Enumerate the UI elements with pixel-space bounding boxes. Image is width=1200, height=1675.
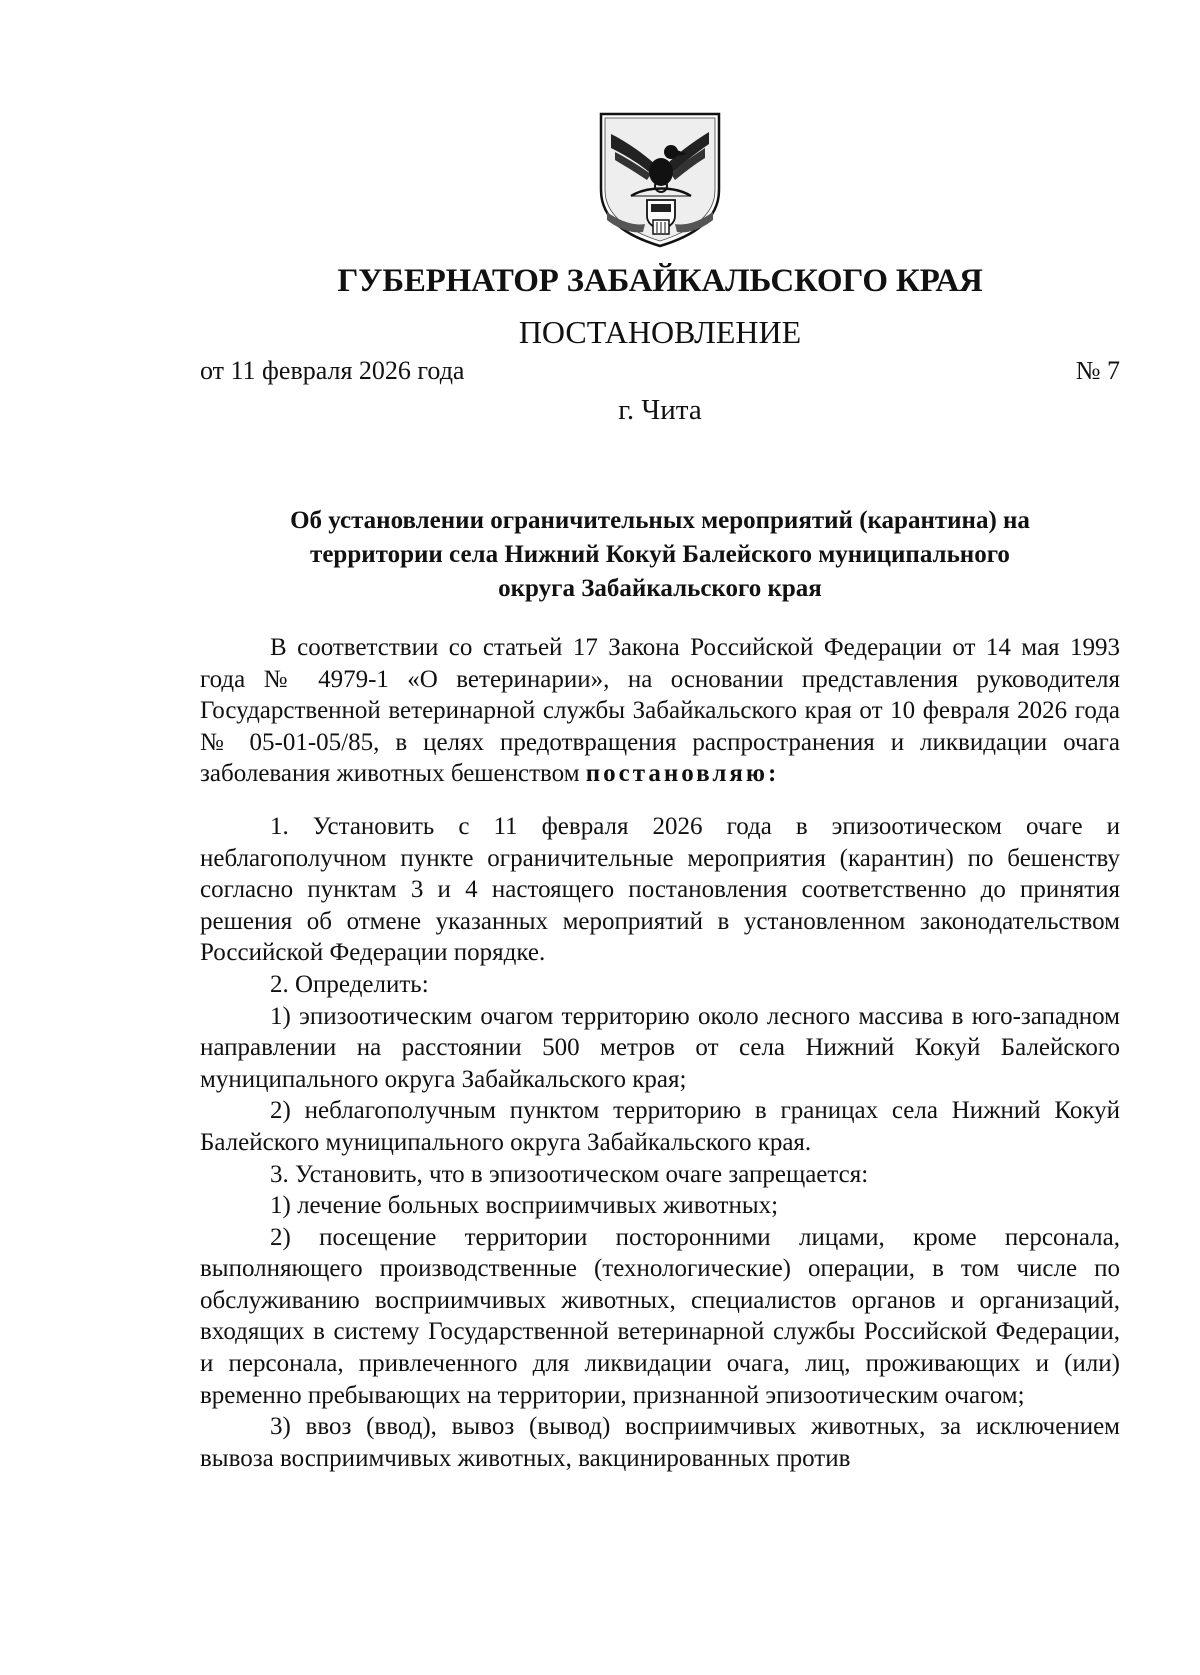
paragraph-1: 1. Установить с 11 февраля 2026 года в эпизоотическом очаге и неблагополучном пункте ограничительные мероприятия (карантин) по бешенству согласно пунктам 3 и 4 настоящего постановления соответственно до принятия решения об отмене указанных мероприятий в установленном законодательством Российской Федерации порядке. (200, 812, 1120, 967)
paragraph-2-item-2: 2) неблагополучным пунктом территорию в границах села Нижний Кокуй Балейского муниципального округа Забайкальского края. (200, 1097, 1120, 1156)
subject-line: округа Забайкальского края (498, 575, 822, 602)
paragraph-2-item-1: 1) эпизоотическим очагом территорию около лесного массива в юго-западном направлении на расстоянии 500 метров от села Нижний Кокуй Балейского муниципального округа Забайкальского края; (200, 1002, 1120, 1093)
paragraph-3-item-2: 2) посещение территории посторонними лицами, кроме персонала, выполняющего производственные (технологические) операции, в том числе по обслуживанию восприимчивых животных, специалистов органов и организаций, входящих в систему Государственной ветеринарной службы Российской Федерации, и персонала, привлеченного для ликвидации очага, лиц, проживающих и (или) временно пребывающих на территории, признанной эпизоотическим очагом; (200, 1223, 1120, 1409)
subject-line: территории села Нижний Кокуй Балейского муниципального (310, 541, 1010, 568)
preamble-text: В соответствии со статьей 17 Закона Российской Федерации от 14 мая 1993 года № 4979-1 «О ветеринарии», на основании представления руководителя Государственной ветеринарной службы Забайкальского края от 10 февраля 2026 года № 05-01-05/85, в целях предотвращения распространения и ликвидации очага заболевания животных бешенством (200, 634, 1120, 788)
subject-line: Об установлении ограничительных мероприятий (карантина) на (290, 507, 1030, 534)
document-date: от 11 февраля 2026 года (200, 356, 465, 385)
document-subject (200, 504, 1120, 606)
document-city: г. Чита (618, 394, 702, 426)
paragraph-2: 2. Определить: (270, 970, 429, 998)
decree-keyword: постановляю: (585, 760, 780, 788)
document-number: № 7 (1075, 356, 1120, 385)
document-type: ПОСТАНОВЛЕНИЕ (518, 314, 802, 350)
issuer-title: ГУБЕРНАТОР ЗАБАЙКАЛЬСКОГО КРАЯ (337, 263, 983, 299)
paragraph-3-item-3: 3) ввоз (ввод), вывоз (вывод) восприимчивых животных, за исключением вывоза восприимчивых животных, вакцинированных против (200, 1413, 1120, 1472)
paragraph-3-item-1: 1) лечение больных восприимчивых животных; (270, 1192, 779, 1220)
paragraph-3: 3. Установить, что в эпизоотическом очаге запрещается: (270, 1160, 869, 1188)
preamble-paragraph (200, 632, 1120, 790)
document-body (200, 632, 1120, 1474)
coat-of-arms-icon (597, 112, 723, 248)
